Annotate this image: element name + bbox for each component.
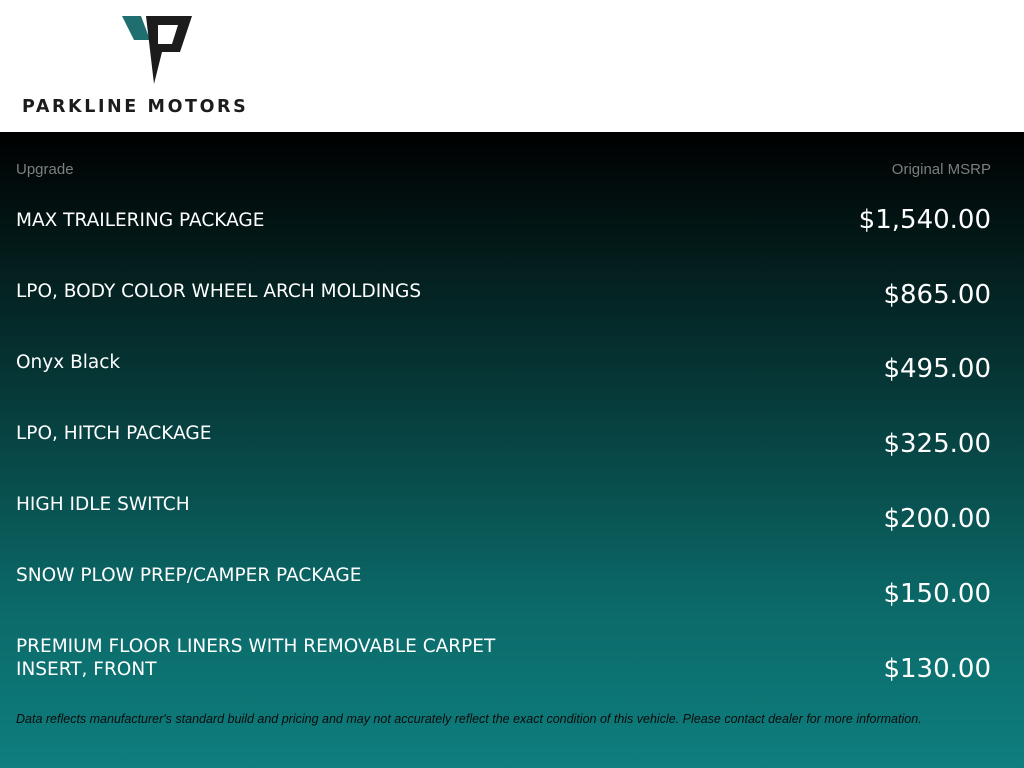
msrp-column-header: Original MSRP — [891, 161, 991, 178]
upgrade-column-header: Upgrade — [16, 161, 74, 178]
upgrade-price: $150.00 — [883, 579, 991, 609]
upgrade-name: MAX TRAILERING PACKAGE — [16, 210, 265, 231]
upgrade-name: LPO, BODY COLOR WHEEL ARCH MOLDINGS — [16, 281, 422, 302]
upgrade-price: $1,540.00 — [858, 205, 991, 235]
upgrade-name: PREMIUM FLOOR LINERS WITH REMOVABLE CARPET INSERT, FRONT — [16, 636, 496, 680]
upgrade-price: $495.00 — [883, 354, 991, 384]
header — [0, 0, 1024, 132]
upgrade-price: $200.00 — [883, 504, 991, 534]
parkline-logo-icon — [120, 14, 194, 86]
brand-name: PARKLINE MOTORS — [22, 97, 249, 117]
upgrade-name: LPO, HITCH PACKAGE — [16, 423, 212, 444]
upgrades-panel — [0, 132, 1024, 768]
upgrade-price: $130.00 — [883, 654, 991, 684]
disclaimer-text: Data reflects manufacturer's standard build and pricing and may not accurately reflect the exact condition of this vehicle. Please contact dealer for more information. — [16, 712, 922, 726]
upgrade-name: SNOW PLOW PREP/CAMPER PACKAGE — [16, 565, 362, 586]
upgrade-name: HIGH IDLE SWITCH — [16, 494, 190, 515]
upgrade-price: $325.00 — [883, 429, 991, 459]
upgrade-name: Onyx Black — [16, 352, 121, 373]
upgrade-price: $865.00 — [883, 280, 991, 310]
